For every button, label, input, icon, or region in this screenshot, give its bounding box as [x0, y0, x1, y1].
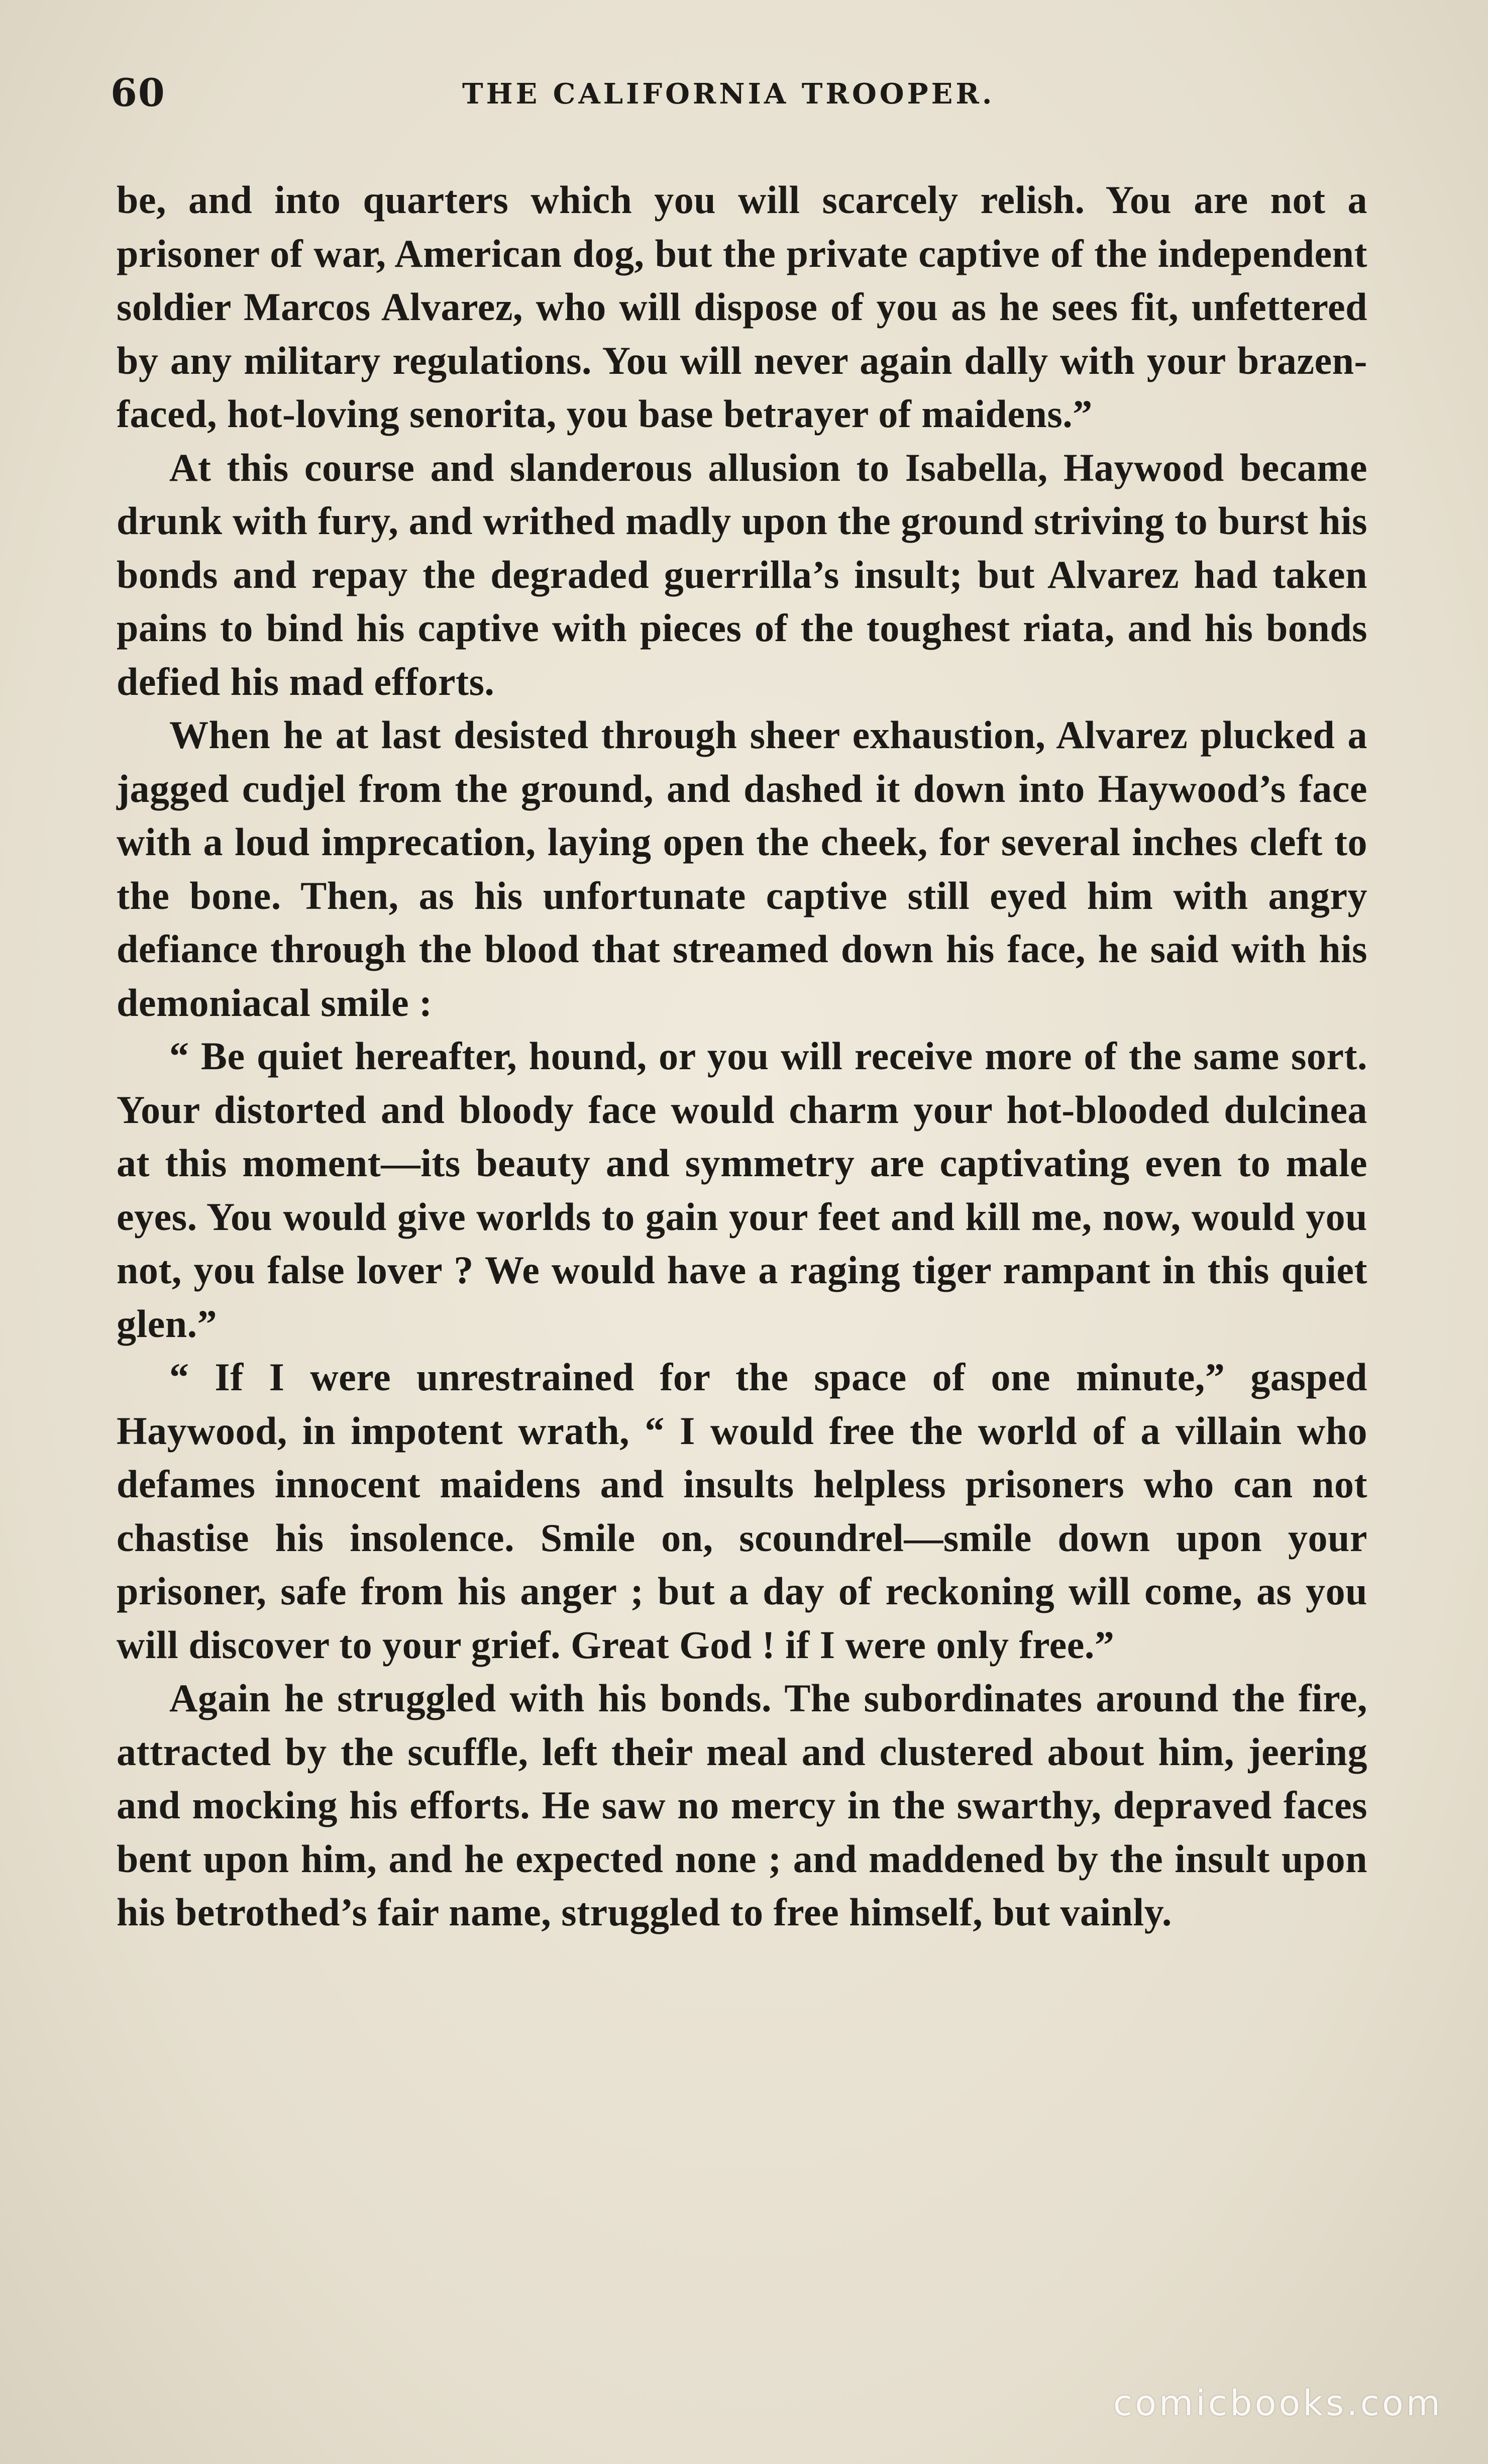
- paragraph: “ Be quiet hereafter, hound, or you will receive more of the same sort. Your distorted and bloody face would charm your hot-blooded dulcinea at this moment––its beauty and symmetry are captivating even to male eyes. You would give worlds to gain your feet and kill me, now, would you not, you false lover ? We would have a raging tiger rampant in this quiet glen.”: [117, 1034, 1367, 1346]
- body-text: [117, 173, 1367, 1939]
- paragraph: When he at last desisted through sheer exhaustion, Alvarez plucked a jagged cudjel from the ground, and dashed it down into Haywood’s face with a loud imprecation, laying open the cheek, for several inches cleft to the bone. Then, as his unfortunate captive still eyed him with angry defiance through the blood that streamed down his face, he said with his demoniacal smile :: [117, 713, 1367, 1024]
- running-head: THE CALIFORNIA TROOPER.: [462, 77, 995, 111]
- paragraph: “ If I were unrestrained for the space of one minute,” gasped Haywood, in impotent wrath, “ I would free the world of a villain who defames innocent maidens and insults helpless prisoners who can not chastise his insolence. Smile on, scoundrel—smile down upon your prisoner, safe from his anger ; but a day of reckoning will come, as you will discover to your grief. Great God ! if I were only free.”: [117, 1355, 1367, 1667]
- watermark: comicbooks.com: [1113, 2383, 1443, 2424]
- page-number: 60: [111, 70, 166, 115]
- paragraph: At this course and slanderous allusion to Isabella, Haywood became drunk with fury, and writhed madly upon the ground striving to burst his bonds and repay the degraded guerrilla’s insult; but Alvarez had taken pains to bind his captive with pieces of the toughest riata, and his bonds defied his mad efforts.: [117, 445, 1367, 703]
- paragraph: Again he struggled with his bonds. The subordinates around the fire, attracted by the scuffle, left their meal and clustered about him, jeering and mocking his efforts. He saw no mercy in the swarthy, depraved faces bent upon him, and he expected none ; and maddened by the insult upon his betrothed’s fair name, struggled to free himself, but vainly.: [117, 1676, 1367, 1934]
- paragraph: be, and into quarters which you will scarcely relish. You are not a prisoner of war, American dog, but the private captive of the independent soldier Marcos Alvarez, who will dispose of you as he sees fit, unfettered by any military regulations. You will never again dally with your brazen-faced, hot-loving senorita, you base betrayer of maidens.”: [117, 178, 1367, 436]
- page-header: [111, 65, 1376, 121]
